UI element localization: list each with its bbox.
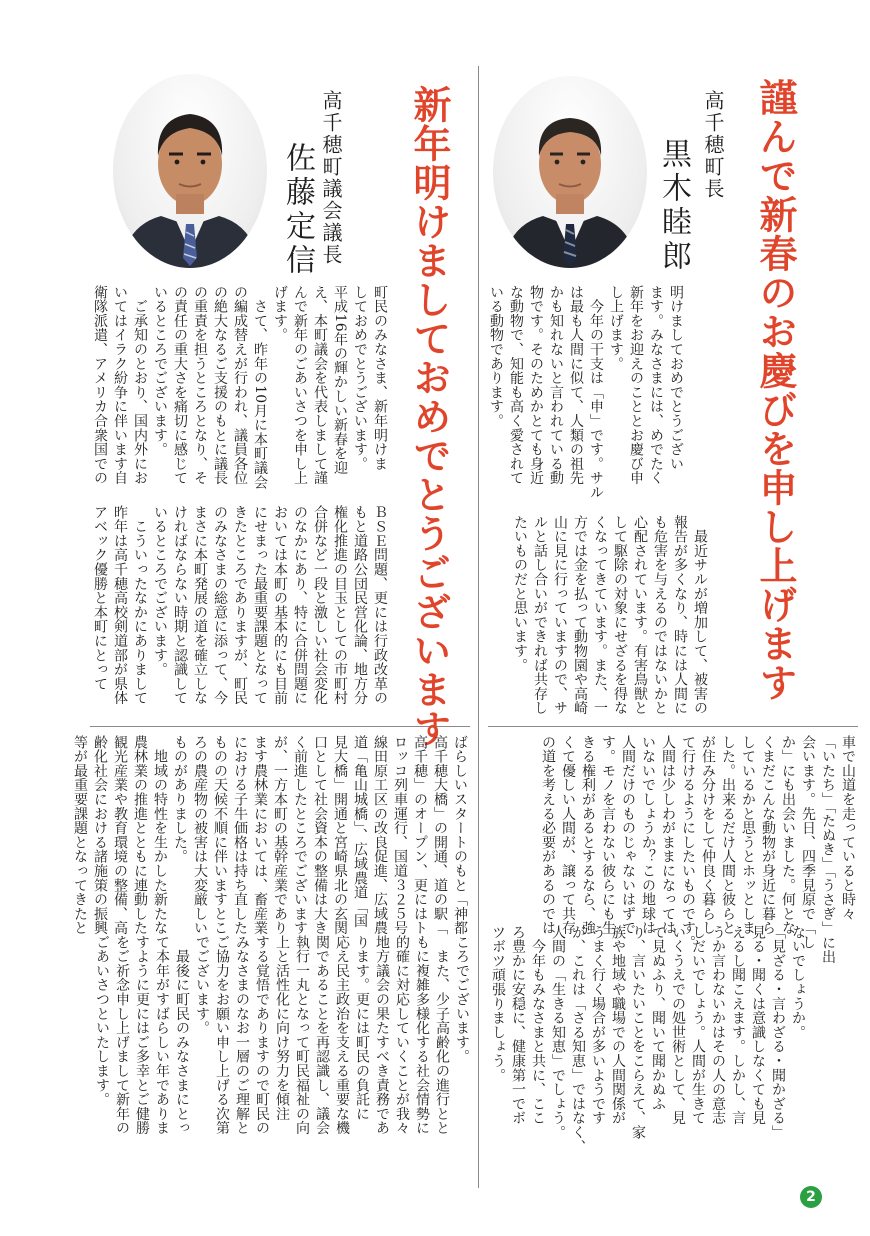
mayor-body-column-4: ないでしょうか。 「見ざる・言わざる・聞かざる」 見る・聞くは意識しなくても見 えるし聞こえます。しかし、言 うか言わないかはその人の意志 しだいでしょう。人間が生きて いくうえでの処世術として、見 て見ぬふり、聞いて聞かぬふ り、言いたいことをこらえて、家 族や地域や職場での人間関係が うまく行く場合が多いようです が、これは「さる知恵」ではなく、 人間の「生きる知恵」でしょう。 今年もみなさまと共に、ここ ろ豊かに安穏に、健康第一でボ ツボツ頑張りましょう。 <box>490 925 806 1154</box>
chairman-photo-image <box>113 74 267 268</box>
mayor-column-divider <box>488 726 858 727</box>
chairman-title: 高千穂町議会議長 <box>319 90 343 266</box>
vertical-divider <box>478 66 479 1188</box>
mayor-title: 高千穂町長 <box>701 90 725 200</box>
mayor-photo-image <box>493 76 647 268</box>
mayor-headline: 謹んで新春のお慶びを申し上げます <box>753 78 797 702</box>
page-number-badge: 2 <box>800 1186 822 1208</box>
mayor-portrait <box>493 76 647 268</box>
mayor-body-column-3: 車で山道を走っていると時々 「いたち」「たぬき」「うさぎ」に出 会います。先日、四季見原で「し か」にも出会いました。何とな くまだこんな動物が身近に暮ら しているかと思うとホッとしま した。出来るだけ人間と彼らと が住み分けをして仲良く暮らし て行けるようにしたいものです。 人間は少しわがままになっては いないでしょうか？この地球は 人間だけのものじゃないはずで す。モノを言わない彼らにも生 きる権利があるとするなら、強 くて優しい人間が、譲って共存 の道を考える必要があるのでは <box>540 735 856 965</box>
chairman-portrait <box>113 74 267 268</box>
chairman-body-column-1: 町民のみなさま、新年明けま しておめでとうございます。 平成16年の輝かしい新春を迎 え、本町議会を代表しまして謹 んで新年のごあいさつを申し上 げます。 さて、昨年の10月に本町議会 の編成替えが行われ、議員各位 の絶大なるご支援のもとに議長 の重責を担うところとなり、そ の責任の重大さを痛切に感じて いるところでございます。 ご承知のとおり、国内外にお いてはイラク紛争に伴います自 衛隊派遣、アメリカ合衆国での <box>92 285 388 490</box>
mayor-body-column-2: 最近サルが増加して、被害の 報告が多くなり、時には人間に も危害を与えるのではないかと 心配されています。有害鳥獣と して駆除の対象にせざるを得な くなってきています。また、一 方では金を払って動物園や高崎 山に見に行っていますので、サ ルと話し合いができれば共存し たいものだと思います。 <box>512 515 708 716</box>
mayor-name: 黒木睦郎 <box>656 138 691 274</box>
mayor-body-column-1: 明けましておめでとうござい ます。みなさまには、めでたく 新年をお迎えのこととお慶び申 し上げます。 今年の干支は「申」です。サル は最も人間に似て、人類の祖先 かも知れないと言われている動 物です。そのためかとても身近 な動物で、知能も高く愛されて いる動物であります。 <box>488 285 684 500</box>
chairman-name: 佐藤定信 <box>280 142 315 278</box>
chairman-body-column-3: ばらしいスタートのもと「神都 高千穂大橋」の開通、道の駅「 高千穂」のオープン、更にはト ロッコ列車運行、国道３２５号 線田原工区の改良促進、広域農 道「亀山城橋」、広域農道「国 見大橋」開通と宮崎県北の玄関 口として社会資本の整備は大き く前進したところでございます が、一方本町の基幹産業であり ます農林業においては、畜産業 における子牛価格は持ち直した ものの天候不順に伴いますとこ ろの農産物の被害は大変厳しい ものがありました。 地域の特性を生かした新たな 農林業の推進とともに連動した 観光産業や教育環境の整備、高 齢化社会における諸施策の振興 等が最重要課題となってきたと <box>72 735 468 936</box>
chairman-headline: 新年明けましておめでとうございます <box>407 85 451 748</box>
chairman-body-column-4: ころでございます。 また、少子高齢化の進行とと もに複雑多様化する社会情勢に 的確に対応していくことが我々 地方議会の果たすべき責務であ ります。更には町民の負託に 応え民主政治を支える重要な機 関であることを再認識し、議会 執行一丸となって町民福祉の向 上と活性化に向け努力を傾注 する覚悟でありますので町民の みなさまのなお一層のご理解と ご協力をお願い申し上げる次第 でございます。 最後に町民のみなさまにとっ て本年がすばらしい年でありま すように更にはご多幸とご健勝 をご祈念申し上げまして新年の ごあいさつといたします。 <box>94 935 470 1136</box>
chairman-body-column-2: ＢＳＥ問題、更には行政改革の もと道路公団民営化論、地方分 権化推進の目玉としての市町村 合併など一段と激しい社会変化 のなかにあり、特に合併問題に おいては本町の基本的にも目前 にせまった最重要課題となって きたところでありますが、町民 のみなさまの総意に添って、今 まさに本町発展の道を確立しな ければならない時期と認識して いるところでございます。 こういったなかにありまして 昨年は高千穂高校剣道部が県体 アベック優勝と本町にとって <box>92 505 388 706</box>
